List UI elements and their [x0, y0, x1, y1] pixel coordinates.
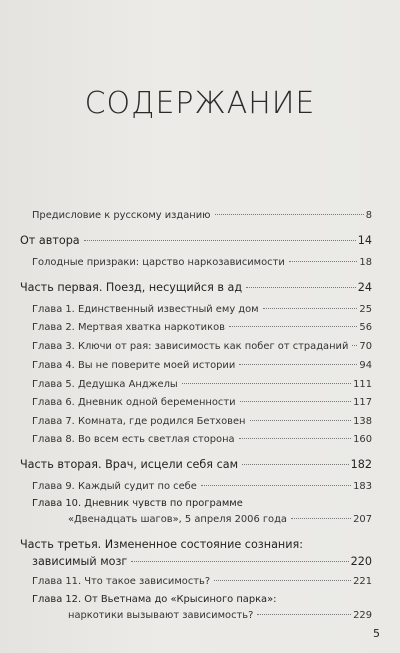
leader-dots	[201, 485, 351, 486]
toc-entry	[20, 322, 372, 333]
leader-dots	[239, 438, 352, 439]
toc-entry-page: 111	[353, 379, 372, 390]
toc-entry	[20, 576, 372, 587]
toc-entry-title: Глава 7. Комната, где родился Бетховен	[32, 416, 246, 427]
toc-entry-page: 18	[359, 257, 372, 268]
toc-entry-title: Глава 11. Что такое зависимость?	[32, 576, 211, 587]
leader-dots	[242, 464, 349, 465]
page-title: СОДЕРЖАНИЕ	[84, 86, 316, 121]
toc-entry-title: Глава 9. Каждый судит по себе	[32, 481, 197, 492]
toc-entry	[20, 458, 372, 471]
toc-entry-page: 8	[365, 210, 372, 221]
toc-entry-page: 70	[359, 341, 372, 352]
leader-dots	[239, 364, 357, 365]
toc-entry	[20, 610, 372, 621]
toc-entry-title: Глава 10. Дневник чувств по программе	[32, 498, 243, 509]
toc-entry	[20, 304, 372, 315]
leader-dots	[250, 420, 352, 421]
toc-entry-title: Глава 4. Вы не поверите моей истории	[32, 360, 236, 371]
leader-dots	[240, 401, 352, 402]
toc-entry-title: Глава 8. Во всем есть светлая сторона	[32, 434, 235, 445]
toc-entry-page: 14	[357, 234, 372, 247]
toc-entry-page: 138	[353, 416, 372, 427]
toc-entry-title-cont: зависимый мозг	[32, 555, 128, 568]
page-number: 5	[373, 627, 380, 640]
leader-dots	[215, 214, 364, 215]
leader-dots	[263, 308, 358, 309]
toc-entry	[20, 341, 372, 352]
toc-entry	[20, 397, 372, 408]
toc-entry-title-cont: «Двенадцать шагов», 5 апреля 2006 года	[68, 514, 287, 525]
leader-dots	[246, 287, 356, 288]
toc-entry-page: 56	[359, 322, 372, 333]
leader-dots	[289, 261, 358, 262]
leader-dots	[131, 561, 348, 562]
toc-entry-page: 221	[353, 576, 372, 587]
leader-dots	[257, 614, 351, 615]
toc-entry-page: 207	[353, 514, 372, 525]
leader-dots	[182, 383, 351, 384]
toc-entry-title: Глава 1. Единственный известный ему дом	[32, 304, 259, 315]
leader-dots	[214, 580, 351, 581]
leader-dots	[291, 518, 351, 519]
toc-entry-title: Предисловие к русскому изданию	[32, 210, 211, 221]
toc-entry-page: 94	[359, 360, 372, 371]
toc-entry-title: Глава 3. Ключи от рая: зависимость как побег от страданий	[32, 341, 349, 352]
toc-entry-title: Часть третья. Измененное состояние сознания:	[20, 538, 304, 551]
toc-entry	[20, 234, 372, 247]
toc-entry-page: 24	[357, 281, 372, 294]
toc-entry-title: Глава 2. Мертвая хватка наркотиков	[32, 322, 225, 333]
toc-entry	[20, 555, 372, 568]
toc-entry-page: 182	[350, 458, 372, 471]
toc-entry	[20, 416, 372, 427]
toc-entry-page: 229	[353, 610, 372, 621]
toc-entry-title: Глава 5. Дедушка Анджелы	[32, 379, 178, 390]
toc-entry-title: Глава 6. Дневник одной беременности	[32, 397, 236, 408]
toc-entry-page: 183	[353, 481, 372, 492]
leader-dots	[84, 240, 356, 241]
toc-entry-page: 25	[359, 304, 372, 315]
toc-entry	[20, 210, 372, 221]
leader-dots	[229, 326, 357, 327]
toc-entry-title: Часть вторая. Врач, исцели себя сам	[20, 458, 239, 471]
leader-dots	[352, 345, 357, 346]
toc-entry-title: Часть первая. Поезд, несущийся в ад	[20, 281, 243, 294]
toc-entry	[20, 481, 372, 492]
toc-entry	[20, 257, 372, 268]
toc-entry-page: 220	[350, 555, 372, 568]
toc-entry	[20, 514, 372, 525]
toc-entry	[20, 360, 372, 371]
toc-entry-title-cont: наркотики вызывают зависимость?	[68, 610, 254, 621]
toc-entry-title: Голодные призраки: царство наркозависимости	[32, 257, 285, 268]
toc-entry-page: 160	[353, 434, 372, 445]
toc-entry-title: Глава 12. От Вьетнама до «Крысиного парка»:	[32, 594, 277, 605]
toc-entry-title: От автора	[20, 234, 80, 247]
toc-entry-page: 117	[353, 397, 372, 408]
toc-entry	[20, 281, 372, 294]
toc-entry	[20, 434, 372, 445]
toc-entry	[20, 379, 372, 390]
